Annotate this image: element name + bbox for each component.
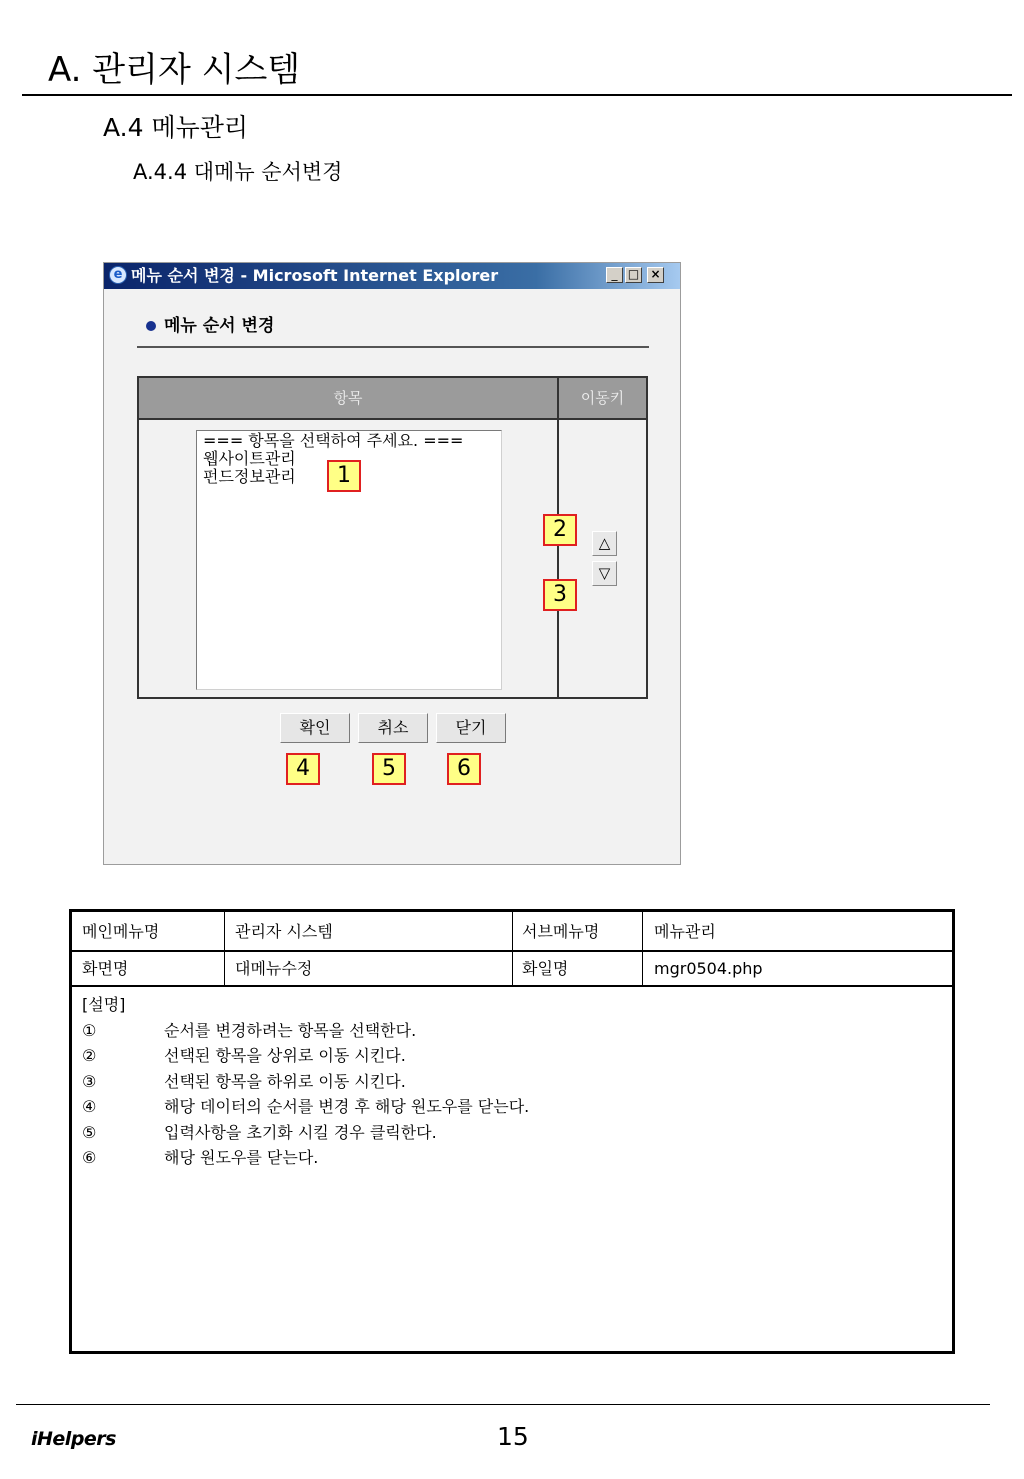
- item-number: ②: [82, 1046, 97, 1065]
- ie-logo-icon: e: [109, 266, 127, 284]
- subsection-heading: A.4.4 대메뉴 순서변경: [133, 160, 343, 184]
- file-value: mgr0504.php: [654, 959, 763, 978]
- description-item: [82, 1043, 529, 1069]
- header-item: 항목: [139, 378, 559, 418]
- header-divider: [139, 418, 646, 420]
- window-title: 메뉴 순서 변경 - Microsoft Internet Explorer: [131, 266, 499, 285]
- callout-2: 2: [543, 514, 577, 546]
- item-text: 입력사항을 초기화 시킬 경우 클릭한다.: [164, 1122, 437, 1142]
- callout-4: 4: [286, 753, 320, 785]
- item-number: ①: [82, 1020, 97, 1040]
- cancel-button[interactable]: 취소: [358, 713, 428, 743]
- list-item[interactable]: === 항목을 선택하여 주세요. ===: [203, 431, 464, 450]
- bullet-icon: [146, 321, 156, 331]
- header-move-key: 이동키: [559, 378, 646, 418]
- item-text: 선택된 항목을 하위로 이동 시킨다.: [164, 1071, 406, 1091]
- screen-value: 대메뉴수정: [235, 959, 313, 978]
- description-item: [82, 1094, 529, 1120]
- item-number: ⑤: [82, 1122, 97, 1142]
- callout-5: 5: [372, 753, 406, 785]
- callout-6: 6: [447, 753, 481, 785]
- footer-divider: [16, 1404, 990, 1405]
- section-divider: [137, 346, 649, 348]
- file-label: 화일명: [522, 959, 569, 978]
- minimize-button[interactable]: _: [606, 267, 623, 283]
- column-divider: [512, 912, 513, 986]
- window-titlebar[interactable]: [104, 263, 680, 289]
- item-text: 해당 데이터의 순서를 변경 후 해당 원도우를 닫는다.: [164, 1097, 530, 1116]
- screen-info-table: [69, 909, 955, 1354]
- main-menu-label: 메인메뉴명: [82, 922, 160, 941]
- description-item: [82, 1069, 529, 1095]
- main-menu-value: 관리자 시스템: [235, 922, 333, 941]
- column-divider: [642, 912, 643, 986]
- close-icon[interactable]: ×: [647, 267, 664, 283]
- close-window-button[interactable]: 닫기: [436, 713, 506, 743]
- window-section-title: 메뉴 순서 변경: [164, 316, 275, 336]
- menu-order-table: [137, 376, 648, 699]
- description-item: [82, 1145, 529, 1171]
- description-item: [82, 1018, 529, 1044]
- page-heading: A. 관리자 시스템: [48, 50, 301, 90]
- description-item: [82, 1120, 529, 1146]
- sub-menu-value: 메뉴관리: [654, 922, 716, 941]
- list-item[interactable]: 펀드정보관리: [203, 467, 296, 486]
- move-down-button[interactable]: ▽: [592, 561, 617, 586]
- maximize-button[interactable]: □: [625, 267, 642, 283]
- callout-1: 1: [327, 460, 361, 492]
- item-number: ③: [82, 1071, 97, 1091]
- column-divider: [557, 420, 559, 697]
- brand-logo: iHelpers: [31, 1428, 116, 1450]
- move-up-button[interactable]: △: [592, 531, 617, 556]
- description-title: [설명]: [82, 995, 126, 1014]
- item-text: 해당 원도우를 닫는다.: [164, 1148, 319, 1167]
- item-text: 선택된 항목을 상위로 이동 시킨다.: [164, 1046, 406, 1065]
- description: [82, 992, 529, 1171]
- page-number: 15: [497, 1422, 529, 1451]
- item-number: ④: [82, 1097, 97, 1116]
- screen-label: 화면명: [82, 959, 129, 978]
- list-item[interactable]: 웹사이트관리: [203, 449, 296, 468]
- sub-menu-label: 서브메뉴명: [522, 922, 600, 941]
- item-text: 순서를 변경하려는 항목을 선택한다.: [164, 1020, 417, 1040]
- column-divider: [224, 912, 225, 986]
- item-number: ⑥: [82, 1148, 97, 1167]
- confirm-button[interactable]: 확인: [280, 713, 350, 743]
- heading-divider: [22, 94, 1012, 96]
- ie-window: [103, 262, 681, 865]
- callout-3: 3: [543, 579, 577, 611]
- section-heading: A.4 메뉴관리: [103, 113, 249, 142]
